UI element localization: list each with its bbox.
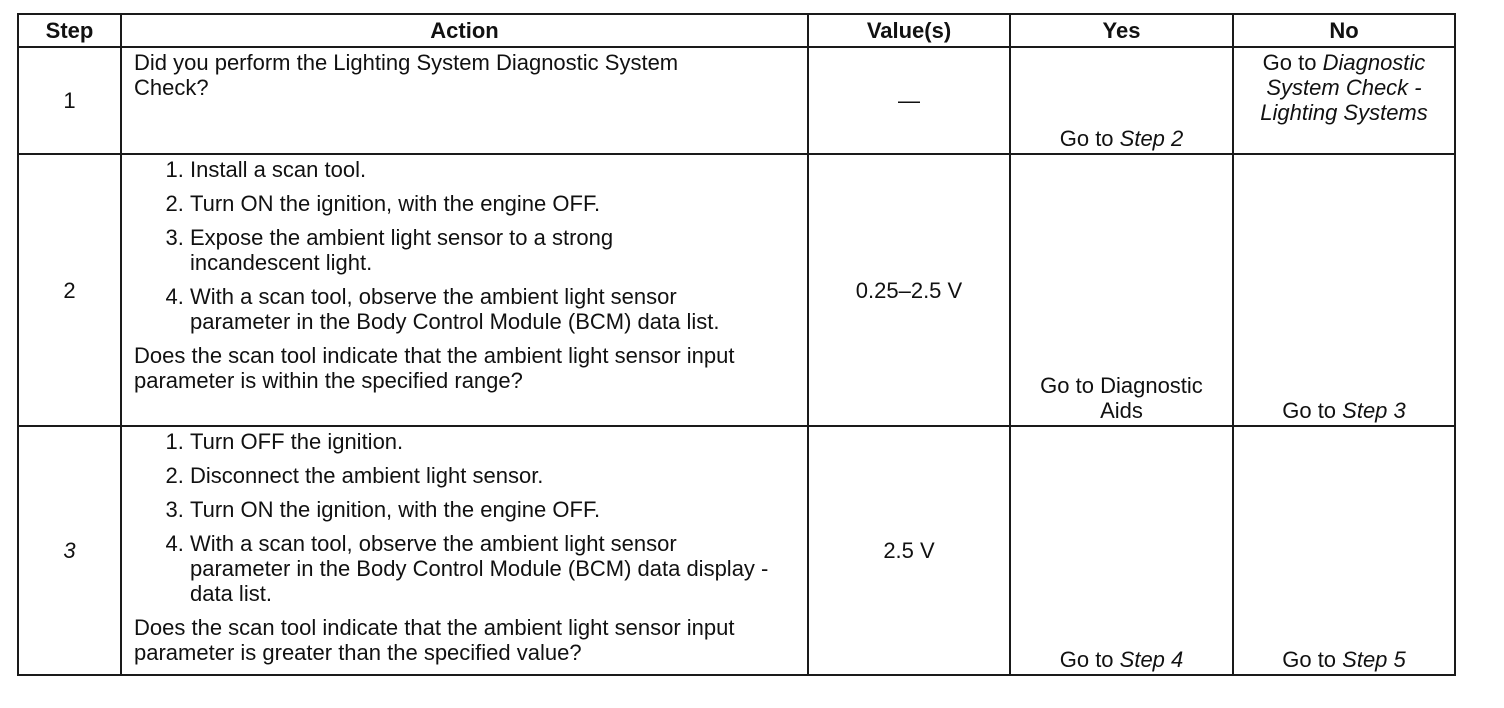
no-link[interactable]: Step 5: [1342, 647, 1406, 672]
yes-link[interactable]: Step 2: [1119, 126, 1184, 151]
action-question: Does the scan tool indicate that the ambient light sensor input parameter is within the specified range?: [134, 343, 735, 393]
header-step: Step: [18, 14, 121, 47]
table-row: [18, 47, 1455, 154]
yes-cell: [1010, 426, 1233, 675]
no-prefix: Go to: [1282, 398, 1343, 423]
action-cell: [121, 426, 808, 675]
value-cell: 0.25–2.5 V: [808, 154, 1010, 426]
yes-cell: [1010, 154, 1233, 426]
header-action: Action: [121, 14, 808, 47]
action-cell: [121, 154, 808, 426]
header-yes: Yes: [1010, 14, 1233, 47]
value-cell: 2.5 V: [808, 426, 1010, 675]
action-question: Does the scan tool indicate that the ambient light sensor input parameter is greater than the specified value?: [134, 615, 735, 665]
step-number: 3: [18, 426, 121, 675]
table-row: [18, 154, 1455, 426]
action-list: [134, 157, 797, 334]
value-cell: —: [808, 47, 1010, 154]
no-link[interactable]: Step 3: [1342, 398, 1406, 423]
no-cell: [1233, 47, 1455, 154]
no-prefix: Go to: [1262, 50, 1323, 75]
action-item: 1. Turn OFF the ignition.: [190, 429, 797, 454]
no-link[interactable]: Diagnostic System Check - Lighting Systems: [1260, 50, 1428, 125]
action-item: 1. Install a scan tool.: [190, 157, 797, 182]
no-cell: [1233, 426, 1455, 675]
no-prefix: Go to: [1282, 647, 1343, 672]
action-item: 2. Turn ON the ignition, with the engine OFF.: [190, 191, 797, 216]
action-item: 3. Expose the ambient light sensor to a strong incandescent light.: [190, 225, 710, 275]
action-item: 3. Turn ON the ignition, with the engine OFF.: [190, 497, 797, 522]
step-number: 1: [18, 47, 121, 154]
yes-cell: [1010, 47, 1233, 154]
table-row: [18, 426, 1455, 675]
action-item: 4. With a scan tool, observe the ambient light sensor parameter in the Body Control Module (BCM) data display - data list.: [190, 531, 770, 606]
header-no: No: [1233, 14, 1455, 47]
diagnostic-table: [17, 13, 1456, 676]
action-cell: [121, 47, 808, 154]
no-cell: [1233, 154, 1455, 426]
header-values: Value(s): [808, 14, 1010, 47]
action-question: Did you perform the Lighting System Diagnostic System Check?: [134, 50, 679, 100]
step-number: 2: [18, 154, 121, 426]
action-item: 2. Disconnect the ambient light sensor.: [190, 463, 797, 488]
action-item: 4. With a scan tool, observe the ambient light sensor parameter in the Body Control Module (BCM) data list.: [190, 284, 770, 334]
yes-prefix: Go to: [1059, 647, 1120, 672]
yes-prefix: Go to: [1059, 126, 1120, 151]
header-row: [18, 14, 1455, 47]
yes-link[interactable]: Go to Diagnostic Aids: [1040, 373, 1203, 423]
yes-link[interactable]: Step 4: [1119, 647, 1184, 672]
action-list: [134, 429, 797, 606]
